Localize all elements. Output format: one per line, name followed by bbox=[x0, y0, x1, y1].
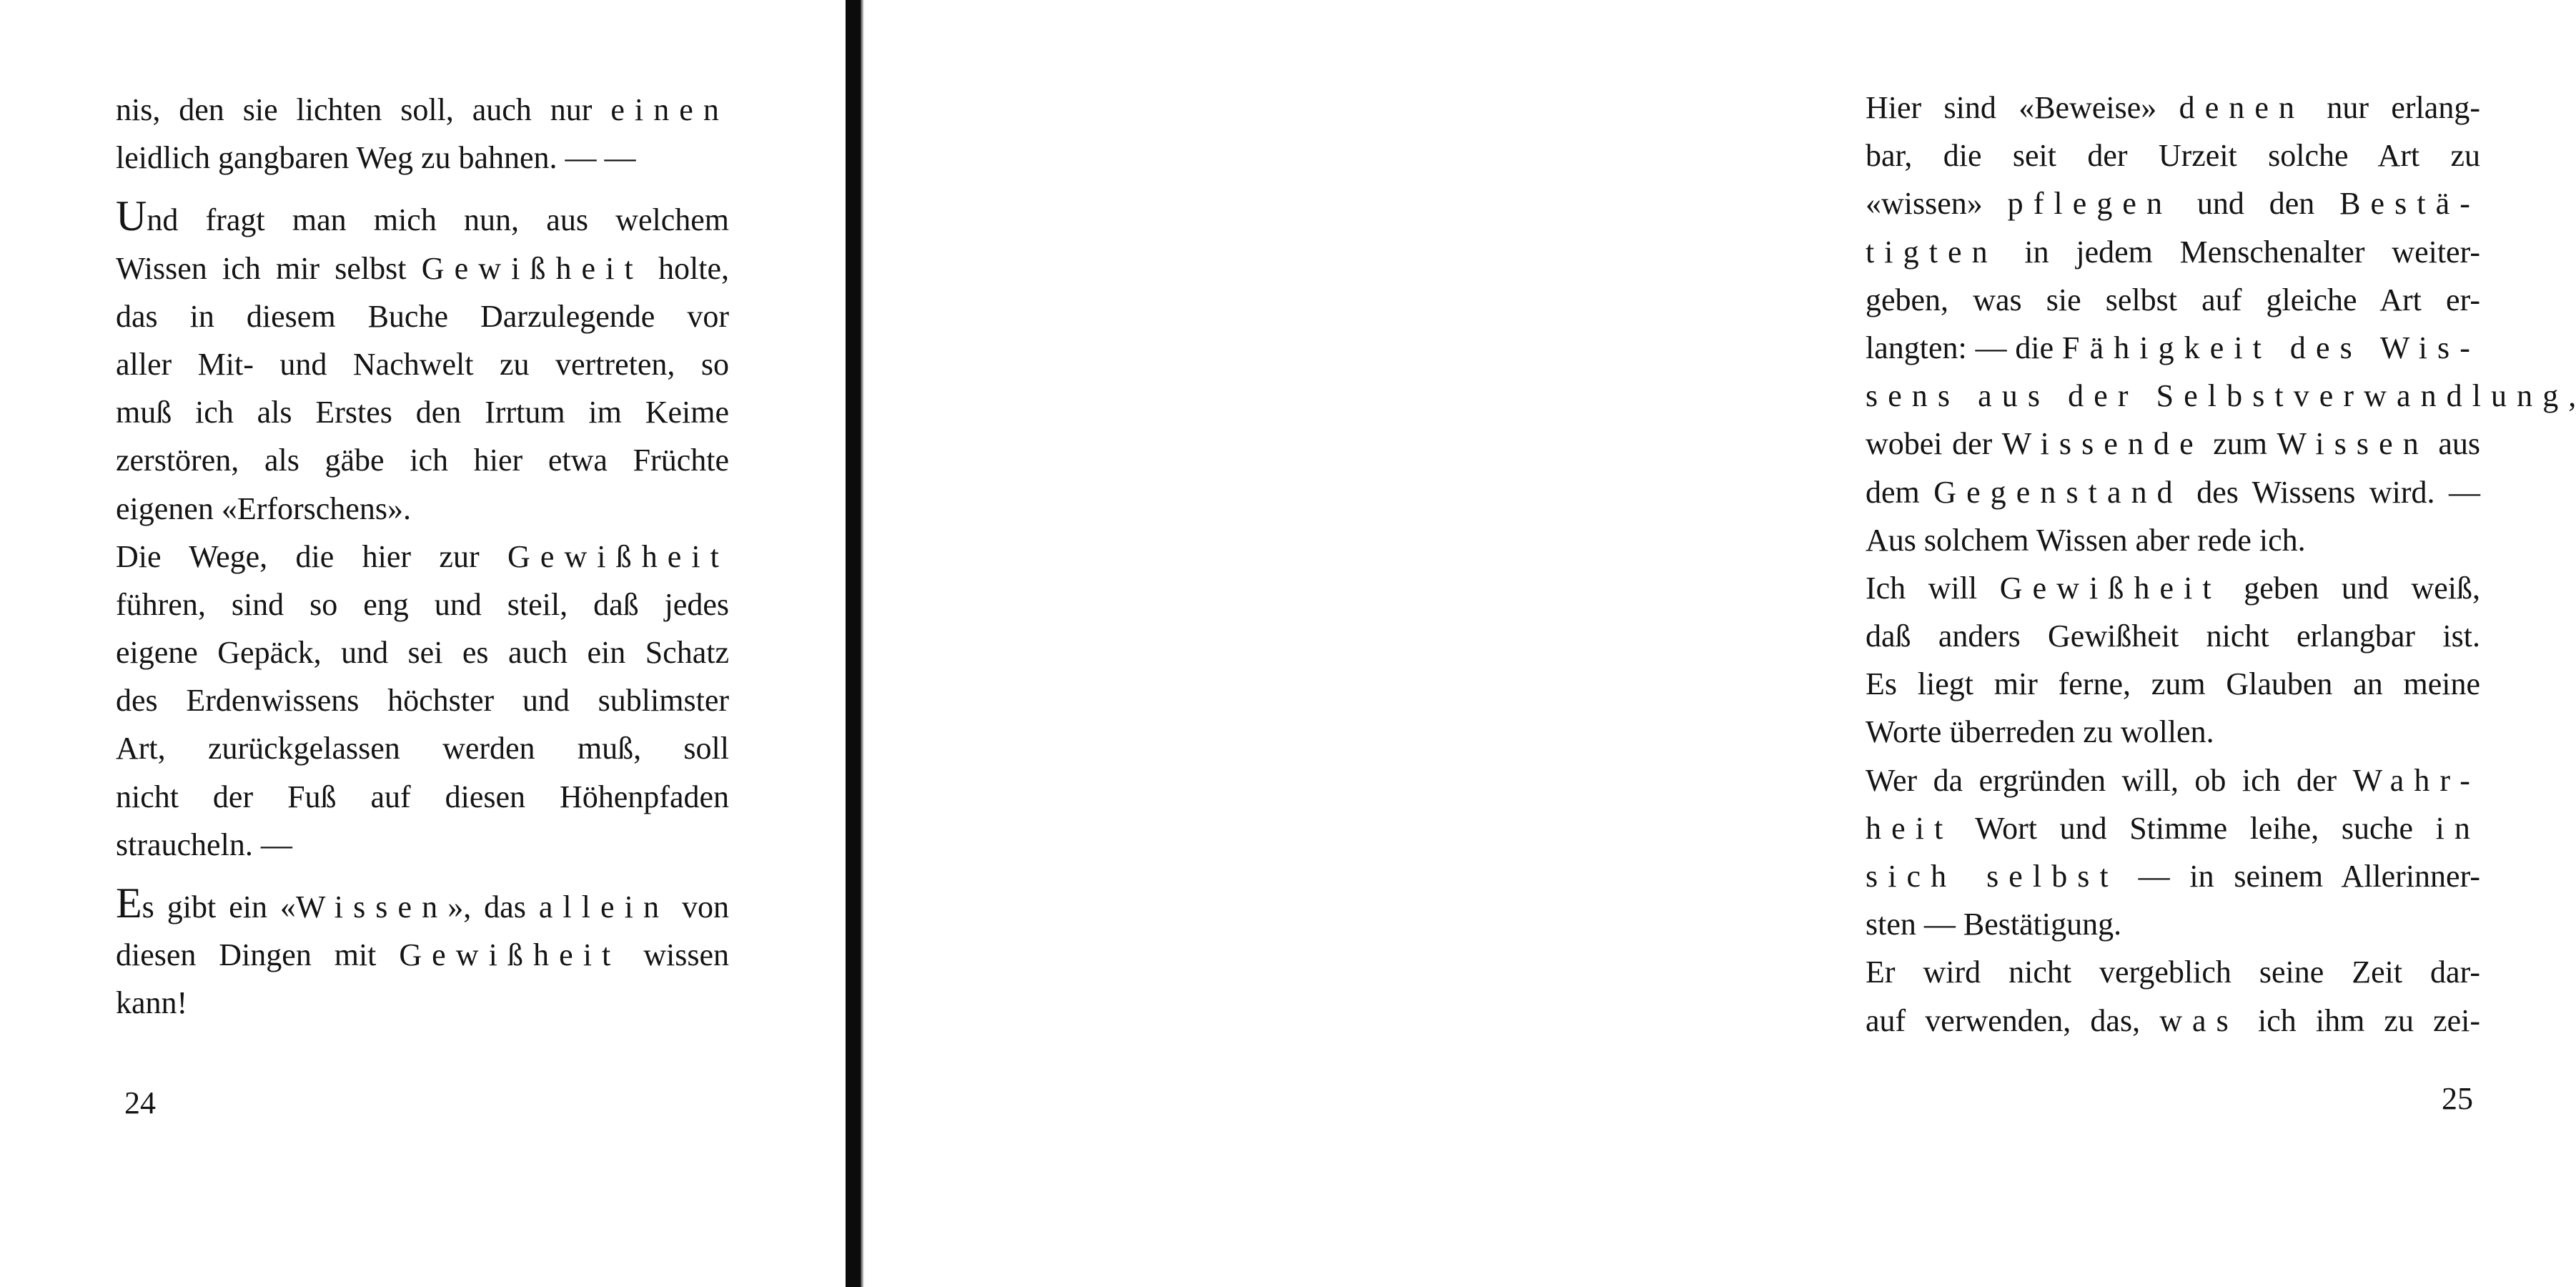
spaced-emphasis: Gewißheit bbox=[1999, 570, 2221, 606]
text-line bbox=[1866, 228, 2480, 276]
line-text: , bbox=[2568, 378, 2576, 414]
line-text: eigene Gepäck, und sei es auch ein Schatz bbox=[116, 635, 729, 671]
spaced-emphasis: sich selbst bbox=[1866, 859, 2119, 894]
spaced-emphasis: pflegen bbox=[2007, 186, 2173, 222]
right-page bbox=[872, 0, 2576, 1287]
spaced-emphasis: Wahr- bbox=[2352, 762, 2480, 798]
text-line bbox=[116, 773, 729, 821]
line-text: «wissen» bbox=[1866, 186, 2008, 222]
spaced-emphasis: heit bbox=[1866, 810, 1953, 846]
text-line bbox=[116, 388, 729, 436]
text-line bbox=[1866, 852, 2480, 900]
line-text: geben, was sie selbst auf gleiche Art er- bbox=[1866, 282, 2480, 317]
text-line bbox=[1866, 900, 2480, 948]
line-text: zum bbox=[2203, 426, 2277, 462]
spaced-emphasis: Wissen bbox=[295, 889, 448, 924]
line-text: holte, bbox=[643, 250, 729, 286]
text-line bbox=[116, 436, 729, 484]
text-line bbox=[116, 533, 729, 581]
line-text: aus bbox=[2428, 426, 2480, 462]
line-text: nur erlang- bbox=[2304, 90, 2480, 125]
line-text: wissen bbox=[620, 937, 730, 973]
text-line bbox=[1866, 997, 2480, 1045]
line-text: und den bbox=[2172, 186, 2340, 222]
left-page bbox=[0, 0, 843, 1287]
line-text: Ich will bbox=[1866, 570, 2000, 606]
text-line bbox=[1866, 324, 2480, 372]
line-text: langten: — die bbox=[1866, 330, 2063, 365]
line-text: des Wissens wird. — bbox=[2182, 474, 2480, 510]
line-text: sten — Bestätigung. bbox=[1866, 907, 2122, 942]
line-text: Es liegt mir ferne, zum Glauben an meine bbox=[1866, 666, 2480, 702]
line-text: Worte überreden zu wollen. bbox=[1866, 714, 2214, 750]
line-text: ich ihm zu zei- bbox=[2238, 1002, 2480, 1038]
line-text: auf verwenden, das, bbox=[1866, 1002, 2160, 1038]
text-line bbox=[1866, 276, 2480, 324]
text-line bbox=[1866, 756, 2480, 804]
text-line bbox=[116, 134, 729, 182]
text-line bbox=[116, 821, 729, 869]
spaced-emphasis: Fähigkeit des Wis- bbox=[2062, 330, 2480, 365]
spaced-emphasis: Wissende bbox=[2001, 426, 2204, 462]
line-text: bar, die seit der Urzeit solche Art zu bbox=[1866, 138, 2480, 174]
text-line bbox=[1866, 804, 2480, 852]
line-text: daß anders Gewißheit nicht erlangbar ist. bbox=[1866, 618, 2480, 654]
text-line bbox=[116, 192, 729, 244]
line-text: — in seinem Allerinner- bbox=[2118, 859, 2481, 894]
line-text: Wer da ergründen will, ob ich der bbox=[1866, 762, 2353, 798]
line-text: Die Wege, die hier zur bbox=[116, 538, 507, 574]
text-line bbox=[116, 979, 729, 1027]
text-line bbox=[116, 292, 729, 340]
line-text: Aus solchem Wissen aber rede ich. bbox=[1866, 522, 2306, 558]
spaced-emphasis: allein bbox=[538, 889, 670, 924]
drop-cap: U bbox=[116, 192, 147, 240]
text-line bbox=[1866, 84, 2480, 132]
line-text: Art, zurückgelassen werden muß, soll bbox=[116, 731, 729, 766]
spaced-emphasis: einen bbox=[610, 92, 729, 127]
line-text: kann! bbox=[116, 985, 188, 1021]
right-page-body bbox=[1866, 84, 2576, 1045]
line-text: s gibt ein « bbox=[142, 889, 296, 924]
line-text: nd fragt man mich nun, aus welchem bbox=[147, 202, 729, 238]
drop-cap: E bbox=[116, 879, 142, 927]
line-text: Wort und Stimme leihe, suche bbox=[1953, 810, 2436, 846]
book-gutter bbox=[846, 0, 861, 1287]
line-text: zerstören, als gäbe ich hier etwa Früchte bbox=[116, 443, 729, 478]
right-page-number: 25 bbox=[2442, 1081, 2473, 1116]
line-text: nis, den sie lichten soll, auch nur bbox=[116, 92, 611, 127]
line-text: in jedem Menschenalter weiter- bbox=[1997, 234, 2480, 270]
spaced-emphasis: in bbox=[2435, 810, 2480, 846]
spaced-emphasis: Wissen bbox=[2277, 426, 2429, 462]
left-page-number: 24 bbox=[124, 1085, 156, 1120]
line-text: straucheln. — bbox=[116, 827, 292, 862]
text-line bbox=[116, 628, 729, 676]
line-text: führen, sind so eng und steil, daß jedes bbox=[116, 586, 729, 622]
text-line bbox=[1866, 372, 2576, 420]
text-line bbox=[1866, 468, 2480, 516]
text-line bbox=[1866, 564, 2480, 612]
text-line bbox=[1866, 179, 2480, 227]
line-text: eigenen «Erforschens». bbox=[116, 490, 411, 526]
text-line bbox=[116, 676, 729, 724]
text-line bbox=[1866, 948, 2480, 996]
line-text: Hier sind «Beweise» bbox=[1866, 90, 2179, 125]
text-line bbox=[116, 485, 729, 533]
line-text: wobei der bbox=[1866, 426, 2002, 462]
line-text: von bbox=[669, 889, 730, 924]
spaced-emphasis: Gewißheit bbox=[507, 538, 729, 574]
text-line bbox=[1866, 612, 2480, 660]
line-text: das in diesem Buche Darzulegende vor bbox=[116, 298, 729, 334]
book-gutter-shadow bbox=[861, 0, 864, 1287]
line-text: geben und weiß, bbox=[2221, 570, 2480, 606]
spaced-emphasis: sens aus der Selbstverwandlung bbox=[1866, 378, 2569, 414]
line-text: Wissen ich mir selbst bbox=[116, 250, 422, 286]
text-line bbox=[1866, 708, 2480, 756]
spaced-emphasis: Gewißheit bbox=[421, 250, 643, 286]
text-line bbox=[116, 879, 730, 931]
text-line bbox=[116, 86, 729, 134]
text-line bbox=[116, 340, 729, 388]
left-page-body bbox=[116, 86, 729, 1027]
spaced-emphasis: Bestä- bbox=[2339, 186, 2481, 222]
spaced-emphasis: tigten bbox=[1866, 234, 1998, 270]
line-text: », das bbox=[447, 889, 539, 924]
text-line bbox=[1866, 516, 2480, 564]
spaced-emphasis: was bbox=[2159, 1002, 2239, 1038]
text-line bbox=[1866, 660, 2480, 708]
line-text: muß ich als Erstes den Irrtum im Keime bbox=[116, 395, 729, 430]
text-line bbox=[1866, 420, 2480, 468]
spaced-emphasis: Gewißheit bbox=[399, 937, 621, 973]
line-text: dem bbox=[1866, 474, 1934, 510]
line-text: nicht der Fuß auf diesen Höhenpfaden bbox=[116, 779, 729, 814]
line-text: aller Mit- und Nachwelt zu vertreten, so bbox=[116, 346, 729, 382]
text-line bbox=[1866, 132, 2480, 179]
line-text: Er wird nicht vergeblich seine Zeit dar- bbox=[1866, 955, 2480, 990]
spaced-emphasis: denen bbox=[2179, 90, 2305, 125]
text-line bbox=[116, 245, 729, 292]
line-text: diesen Dingen mit bbox=[116, 937, 400, 973]
line-text: des Erdenwissens höchster und sublimster bbox=[116, 683, 729, 719]
line-text: leidlich gangbaren Weg zu bahnen. — — bbox=[116, 140, 636, 176]
text-line bbox=[116, 931, 729, 979]
text-line bbox=[116, 581, 729, 628]
spaced-emphasis: Gegenstand bbox=[1933, 474, 2183, 510]
text-line bbox=[116, 724, 729, 772]
